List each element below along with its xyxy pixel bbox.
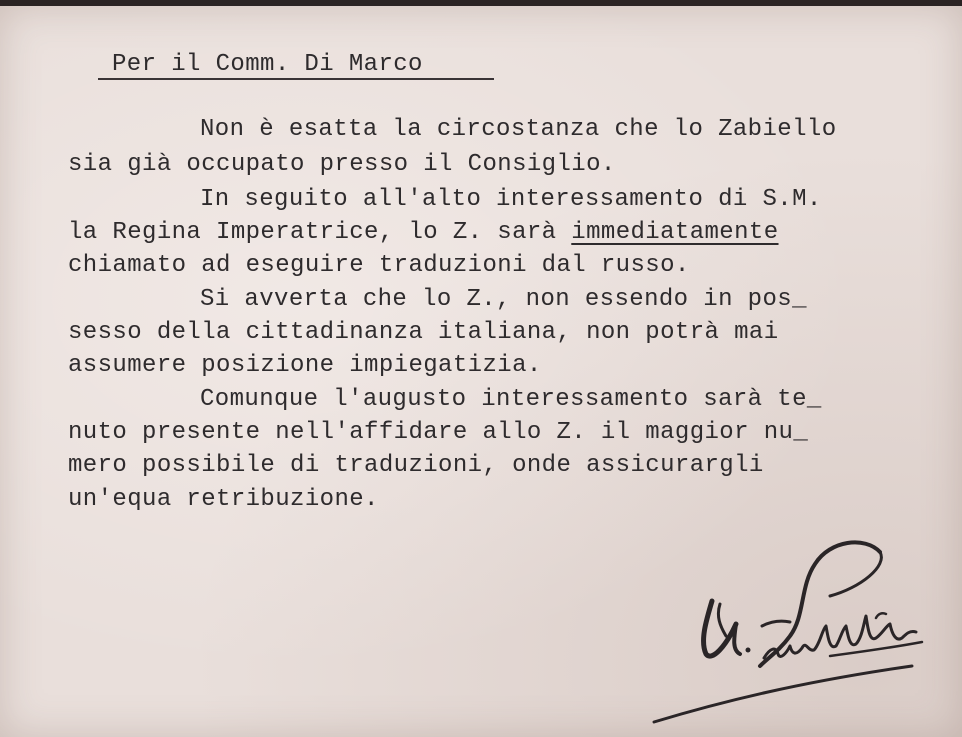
letter-sheet: [0, 6, 962, 737]
body-line-9: Comunque l'augusto interessamento sarà te_: [200, 386, 822, 413]
underlined-word: immediatamente: [571, 219, 779, 246]
body-line-7: sesso della cittadinanza italiana, non potrà mai: [68, 319, 779, 346]
body-line-6: Si avverta che lo Z., non essendo in pos_: [200, 286, 807, 313]
heading-underline: [98, 78, 494, 80]
body-line-4: [68, 219, 779, 247]
body-line-11: mero possibile di traduzioni, onde assicurargli: [68, 452, 764, 479]
body-line-4-text: la Regina Imperatrice, lo Z. sarà: [68, 219, 572, 246]
body-line-1: Non è esatta la circostanza che lo Zabiello: [200, 116, 837, 143]
body-line-3: In seguito all'alto interessamento di S.M.: [200, 186, 822, 213]
body-line-12: un'equa retribuzione.: [68, 486, 379, 513]
letter-heading: Per il Comm. Di Marco: [112, 51, 423, 78]
body-line-2: sia già occupato presso il Consiglio.: [68, 151, 616, 178]
body-line-8: assumere posizione impiegatizia.: [68, 352, 542, 379]
body-line-5: chiamato ad eseguire traduzioni dal russo.: [68, 252, 690, 279]
body-line-10: nuto presente nell'affidare allo Z. il maggior nu_: [68, 419, 809, 446]
handwritten-signature: [640, 526, 940, 736]
